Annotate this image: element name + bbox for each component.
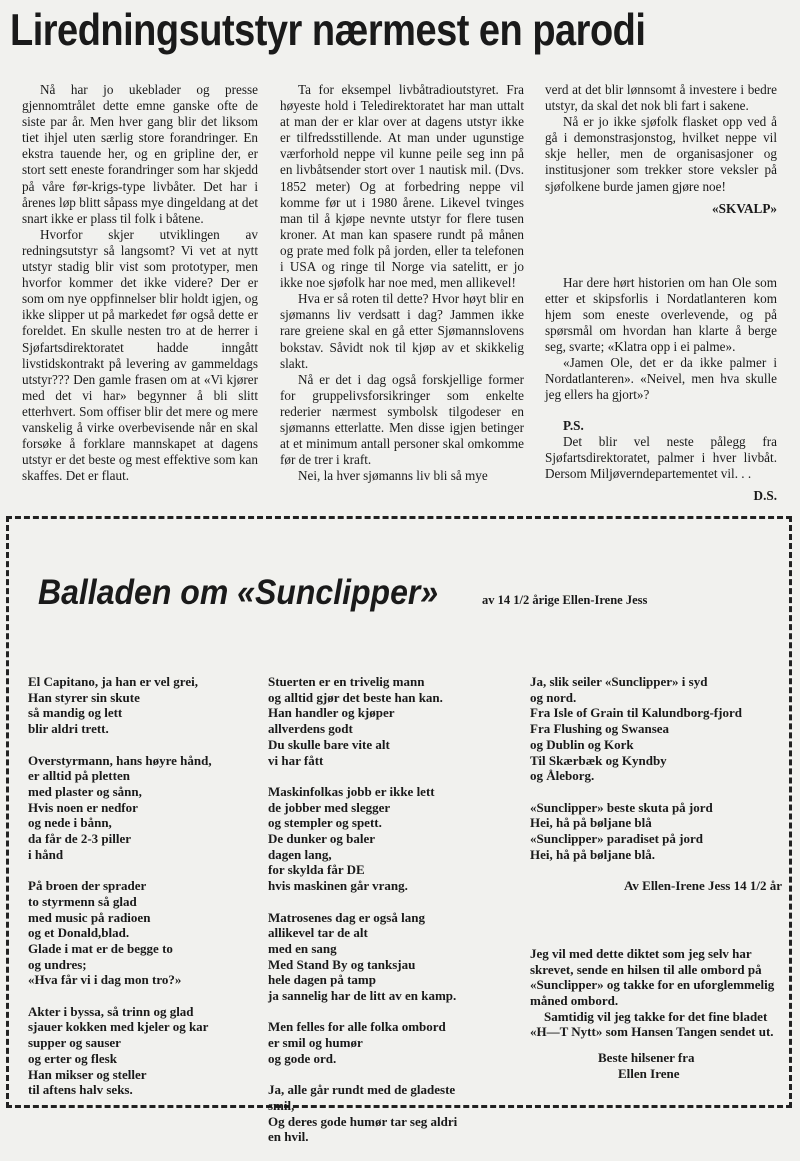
anecdote-paragraph: Har dere hørt historien om han Ole som etter et skipsforlis i Nordatlanteren kom hjem som eneste overlevende, og på spørsmål om hvordan han klarte å berge seg, svarte; «Klatra opp i ei palme». xyxy=(545,274,777,355)
paragraph: Nå har jo ukeblader og presse gjennomtrålet dette emne ganske ofte de siste par år. Men hver gang blir det liksom tiet ihjel uten særlig store forandringer. En ekstra tauende her, og en gripline der, er stort sett eneste forandringer som har skjedd på våre før-krigs-type livbåter. Det har i årenes løp blitt såpass mye dingeldang at det snart ikke er plass til folk i båtene. xyxy=(22,82,258,226)
poem-stanza xyxy=(530,800,782,863)
poem-stanza xyxy=(28,1004,258,1098)
poem-line: «Hva får vi i dag mon tro?» xyxy=(28,972,182,988)
poem-line: og undres; xyxy=(28,956,87,972)
poem-line: er alltid på pletten xyxy=(28,768,130,784)
poem-line: Men felles for alle folka ombord xyxy=(268,1019,446,1035)
letter-text: Jeg vil med dette diktet som jeg selv har skrevet, sende en hilsen til alle ombord på «Sunclipper» og takke for en uforglemmelig måned ombord. xyxy=(530,945,775,1008)
poem-stanza xyxy=(268,674,514,768)
poem-line: er smil og humør xyxy=(268,1035,363,1051)
headline: Liredningsutstyr nærmest en parodi xyxy=(10,6,646,56)
poem-line: og Dublin og Kork xyxy=(530,736,634,752)
poem-line: hele dagen på tamp xyxy=(268,972,376,988)
poem-line: sjauer kokken med kjeler og kar xyxy=(28,1019,209,1035)
poem-line: og stempler og spett. xyxy=(268,815,382,831)
letter-text: Samtidig vil jeg takke for det fine bladet «H—T Nytt» som Hansen Tangen sendet ut. xyxy=(530,1008,774,1040)
ps-label: P.S. xyxy=(563,417,584,433)
poem-line: Matrosenes dag er også lang xyxy=(268,909,425,925)
poem-line: Fra Flushing og Swansea xyxy=(530,721,670,737)
paragraph: Ta for eksempel livbåtradioutstyret. Fra høyeste hold i Teledirektoratet har man uttalt at man der er klar over at dagens utstyr ikke er tilfredsstillende. At man under ugunstige værforhold neppe vil kunne peile seg inn på en livbåtsender stort over 1 nautisk mil. (Dvs. 1852 meter) Og at forbedring neppe vil komme før ut i 1980 årene. Likevel tvinges man til å kjøpe nevnte utstyr for flere tusen kroner. At man kan spasere rundt på månen og prate med folk på jorden, eller ta telefonen i USA og ringe til Norge via satelitt, er jo ikke noe sjøfolk har noe med, men allikevel! xyxy=(280,82,524,291)
poem-line: og et Donald,blad. xyxy=(28,925,130,941)
poem-line: Overstyrmann, hans høyre hånd, xyxy=(28,752,212,768)
poem-line: da får de 2-3 piller xyxy=(28,831,132,847)
article-column-2 xyxy=(280,82,524,484)
article-column-1 xyxy=(22,82,258,484)
paragraph: Nei, la hver sjømanns liv bli så mye xyxy=(298,468,488,484)
poem-line: Ja, alle går rundt med de gladeste xyxy=(268,1082,456,1098)
poem-line: blir aldri trett. xyxy=(28,721,109,737)
poem-line: På broen der sprader xyxy=(28,878,147,894)
poem-line: Hvis noen er nedfor xyxy=(28,799,138,815)
poem-line: Stuerten er en trivelig mann xyxy=(268,674,425,689)
poem-line: «Sunclipper» paradiset på jord xyxy=(530,831,703,847)
poem-line: hvis maskinen går vrang. xyxy=(268,878,408,894)
poem-author-signature: Av Ellen-Irene Jess 14 1/2 år xyxy=(623,878,782,894)
poem-line: så mandig og lett xyxy=(28,705,123,721)
poem-line: Hei, hå på bøljane blå. xyxy=(530,846,655,862)
ballad-title: Balladen om «Sunclipper» xyxy=(38,572,439,612)
anecdote-paragraph: «Jamen Ole, det er da ikke palmer i Nordatlanteren». «Neivel, men hva skulle jeg ellers ha gjort»? xyxy=(545,355,777,403)
poem-line: allverdens godt xyxy=(268,721,353,737)
poem-line: Han mikser og steller xyxy=(28,1066,147,1082)
poem-line: og erter og flesk xyxy=(28,1050,117,1066)
poem-line: og nede i bånn, xyxy=(28,815,112,831)
poem-line: dagen lang, xyxy=(268,846,332,862)
poem-line: vi har fått xyxy=(268,752,324,768)
article-column-3 xyxy=(545,82,777,504)
poem-column-2 xyxy=(268,674,514,1161)
poem-line: i hånd xyxy=(28,846,64,862)
poem-column-1 xyxy=(28,674,258,1114)
poem-stanza xyxy=(268,784,514,894)
poem-stanza xyxy=(268,1019,514,1066)
paragraph: Nå er det i dag også forskjellige former for gruppelivsforsikringer som enkelte rederier nærmest symbolsk tilgodeser en sjømanns etterlatte. Men disse igjen betinger at et minimum antall personer skal omkomme før de trer i kraft. xyxy=(280,371,524,468)
poem-line: Ja, slik seiler «Sunclipper» i syd xyxy=(530,674,708,689)
ballad-byline: av 14 1/2 årige Ellen-Irene Jess xyxy=(482,593,648,607)
poem-stanza xyxy=(28,753,258,863)
poem-column-3 xyxy=(530,674,782,1081)
poem-line: El Capitano, ja han er vel grei, xyxy=(28,674,198,689)
poem-line: Glade i mat er de begge to xyxy=(28,940,173,956)
poem-line: Til Skærbæk og Kyndby xyxy=(530,752,667,768)
poem-line: de jobber med slegger xyxy=(268,799,391,815)
poem-stanza xyxy=(530,674,782,784)
poem-line: og alltid gjør det beste han kan. xyxy=(268,689,443,705)
poem-line: Maskinfolkas jobb er ikke lett xyxy=(268,783,435,799)
paragraph: Nå er jo ikke sjøfolk flasket opp ved å gå i demonstrasjonstog, hvilket neppe vil skje heller, men de organisasjoner og institusjoner som trekker store veksler på sjøfolkene burde jamen gjøre noe! xyxy=(545,114,777,194)
poem-stanza xyxy=(28,674,258,737)
poem-line: «Sunclipper» beste skuta på jord xyxy=(530,799,713,815)
poem-line: Og deres gode humør tar seg aldri xyxy=(268,1113,458,1129)
article-signature: «SKVALP» xyxy=(712,200,777,216)
poem-stanza xyxy=(28,878,258,988)
ps-signature: D.S. xyxy=(753,487,777,503)
paragraph: Hvorfor skjer utviklingen av redningsutstyr så langsomt? Vi vet at nytt utstyr stadig blir vist som prototyper, men hvorfor kommer det ikke videre? Der er som om nye oppfinnelser blir holdt igjen, og ikke slipper ut på markedet før også dette er foreldet. En skulle nesten tro at de herrer i Sjøfartsdirektoratet hadde inngått livstidskontrakt på levering av gammeldags utstyr??? Den gamle frasen om at «Vi kjører med det vi har» begynner å bli slitt etterhvert. Som offiser blir det mere og mere vanskelig å virke overbevisende når en skal forsøke å forklare mannskapet at dagens utstyr er det beste og mest effektive som kan skaffes. Det er flaut. xyxy=(22,226,258,484)
poem-line: Hei, hå på bøljane blå xyxy=(530,815,652,831)
poem-line: to styrmenn så glad xyxy=(28,893,137,909)
poem-line: Akter i byssa, så trinn og glad xyxy=(28,1003,194,1019)
poem-line: og gode ord. xyxy=(268,1050,337,1066)
closing-line: Beste hilsener fra xyxy=(598,1050,695,1066)
poem-line: allikevel tar de alt xyxy=(268,925,368,941)
poem-line: Fra Isle of Grain til Kalundborg-fjord xyxy=(530,705,742,721)
poem-line: Han styrer sin skute xyxy=(28,689,140,705)
poem-line: en hvil. xyxy=(268,1129,309,1145)
paragraph: Hva er så roten til dette? Hvor høyt blir en sjømanns liv verdsatt i dag? Jammen ikke rare greiene skal en gå etter Sjømannslovens bokstav. Såvidt nok til kjøp av et skikkelig slakt. xyxy=(280,291,524,371)
poem-line: og nord. xyxy=(530,689,577,705)
poem-line: Han handler og kjøper xyxy=(268,705,395,721)
paragraph: verd at det blir lønnsomt å investere i bedre utstyr, da skal det nok bli fart i sakene. xyxy=(545,82,777,114)
poem-line: med plaster og sånn, xyxy=(28,783,142,799)
poem-stanza xyxy=(268,910,514,1004)
poem-line: med music på radioen xyxy=(28,909,151,925)
poem-line: De dunker og baler xyxy=(268,831,376,847)
poem-line: Med Stand By og tanksjau xyxy=(268,956,416,972)
ps-text: Det blir vel neste pålegg fra Sjøfartsdirektoratet, palmer i hver livbåt. Dersom Miljøverndepartementet vil. . . xyxy=(545,433,777,481)
closing-line: Ellen Irene xyxy=(618,1065,680,1081)
poem-line: Du skulle bare vite alt xyxy=(268,736,390,752)
poem-line: med en sang xyxy=(268,940,337,956)
poem-line: ja sannelig har de litt av en kamp. xyxy=(268,988,457,1004)
poem-line: og Åleborg. xyxy=(530,768,595,784)
poem-line: supper og sauser xyxy=(28,1035,121,1051)
poem-line: til aftens halv seks. xyxy=(28,1082,133,1098)
poem-line: smil, xyxy=(268,1097,295,1113)
poem-line: for skylda får DE xyxy=(268,862,365,878)
